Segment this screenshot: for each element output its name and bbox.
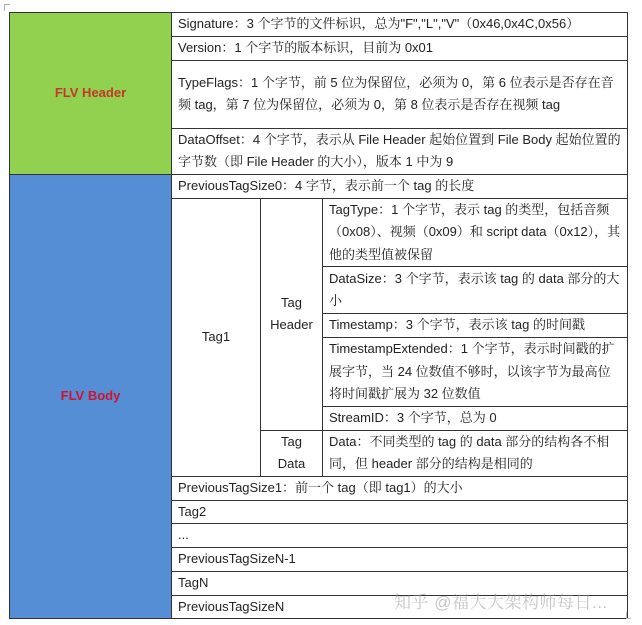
ellipsis-cell: ... xyxy=(172,524,628,548)
tag1-label: Tag1 xyxy=(172,198,261,476)
watermark: 知乎 @福大大架构师每日... xyxy=(394,593,608,612)
flv-body-label: FLV Body xyxy=(10,174,172,619)
tagtype-cell: TagType：1 个字节，表示 tag 的类型，包括音频（0x08）、视频（0x09）和 script data（0x12），其他的类型值被保留 xyxy=(323,198,628,267)
version-cell: Version：1 个字节的版本标识，目前为 0x01 xyxy=(172,37,628,61)
tagn-cell: TagN xyxy=(172,571,628,595)
datasize-cell: DataSize：3 个字节，表示该 tag 的 data 部分的大小 xyxy=(323,267,628,314)
dataoffset-cell: DataOffset：4 个字节，表示从 File Header 起始位置到 File Body 起始位置的字节数（即 File Header 的大小），版本 1 中为 9 xyxy=(172,128,628,174)
tag-data-label: Tag Data xyxy=(261,430,323,476)
flv-header-label: FLV Header xyxy=(10,13,172,175)
body-row-prevtagsize0 xyxy=(10,174,628,198)
timestamp-cell: Timestamp：3 个字节，表示该 tag 的时间戳 xyxy=(323,314,628,338)
tag2-cell: Tag2 xyxy=(172,500,628,524)
streamid-cell: StreamID：3 个字节，总为 0 xyxy=(323,406,628,430)
flv-structure-table xyxy=(9,12,628,619)
header-row-signature xyxy=(10,13,628,37)
timestampextended-cell: TimestampExtended：1 个字节，表示时间戳的扩展字节，当 24 位数值不够时，以该字节为最高位将时间戳扩展为 32 位数值 xyxy=(323,338,628,407)
typeflags-cell: TypeFlags：1 个字节，前 5 位为保留位，必须为 0，第 6 位表示是否存在音频 tag，第 7 位为保留位，必须为 0，第 8 位表示是否存在视频 tag xyxy=(172,60,628,128)
prevtagsizen-1-cell: PreviousTagSizeN-1 xyxy=(172,548,628,572)
tag-header-label: Tag Header xyxy=(261,198,323,430)
prevtagsize1-cell: PreviousTagSize1：前一个 tag（即 tag1）的大小 xyxy=(172,476,628,500)
signature-cell: Signature：3 个字节的文件标识，总为"F","L","V"（0x46,0x4C,0x56） xyxy=(172,13,628,37)
prevtagsize0-cell: PreviousTagSize0：4 字节，表示前一个 tag 的长度 xyxy=(172,174,628,198)
corner-mark-bottom-right xyxy=(626,612,631,619)
corner-mark-top-left xyxy=(4,4,10,11)
prevtagsizen-cell: PreviousTagSizeN xyxy=(172,595,628,619)
tag-data-cell: Data：不同类型的 tag 的 data 部分的结构各不相同，但 header 部分的结构是相同的 xyxy=(323,430,628,476)
